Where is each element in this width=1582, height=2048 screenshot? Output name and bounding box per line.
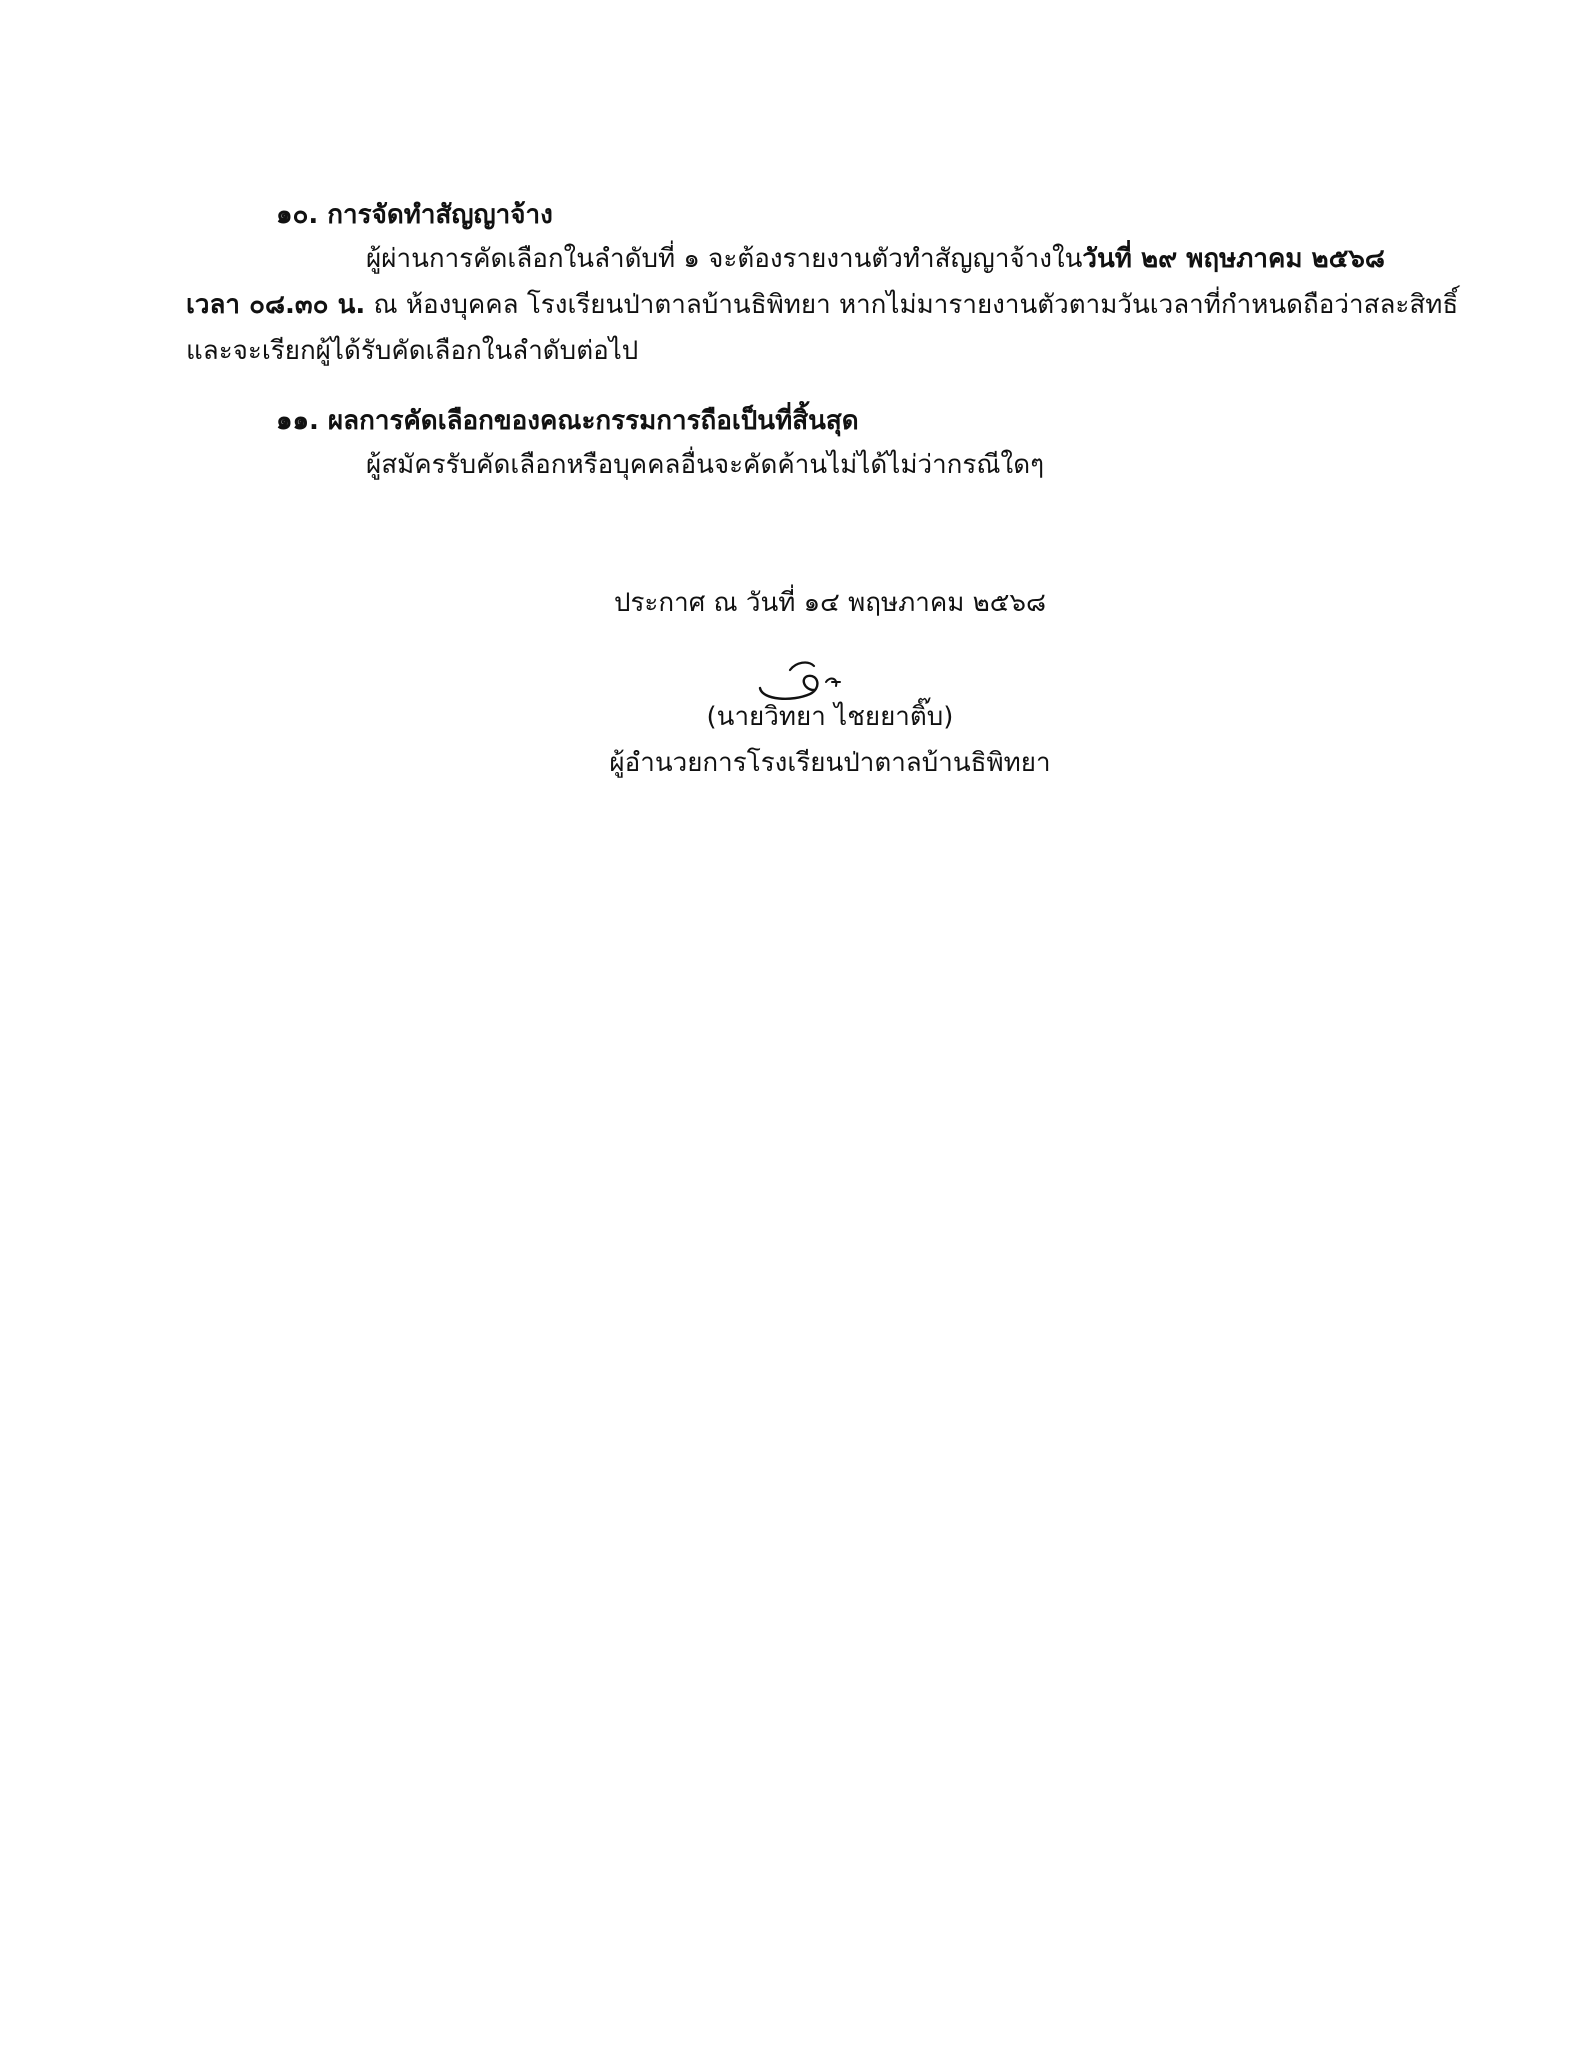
section-10-report-time: เวลา ๐๘.๓๐ น. bbox=[186, 290, 366, 320]
announcement-date: ประกาศ ณ วันที่ ๑๔ พฤษภาคม ๒๕๖๘ bbox=[613, 588, 1047, 618]
section-10-heading: ๑๐. การจัดทำสัญญาจ้าง bbox=[276, 200, 553, 230]
section-10-line-1-text: ผู้ผ่านการคัดเลือกในลำดับที่ ๑ จะต้องรายงานตัวทำสัญญาจ้างใน bbox=[366, 244, 1083, 274]
section-10-line-2-text: ณ ห้องบุคคล โรงเรียนป่าตาลบ้านธิพิทยา หากไม่มารายงานตัวตามวันเวลาที่กำหนดถือว่าสละสิทธิ์ bbox=[365, 290, 1459, 320]
section-10-line-1 bbox=[366, 240, 1385, 278]
section-11-line-1: ผู้สมัครรับคัดเลือกหรือบุคคลอื่นจะคัดค้านไม่ได้ไม่ว่ากรณีใดๆ bbox=[366, 450, 1045, 480]
signatory-position: ผู้อำนวยการโรงเรียนป่าตาลบ้านธิพิทยา bbox=[609, 748, 1051, 778]
signatory-name: (นายวิทยา ไชยยาติ๊บ) bbox=[706, 702, 954, 732]
section-10-line-3: และจะเรียกผู้ได้รับคัดเลือกในลำดับต่อไป bbox=[186, 336, 639, 366]
section-10-report-date: วันที่ ๒๙ พฤษภาคม ๒๕๖๘ bbox=[1082, 244, 1385, 274]
section-10-line-2 bbox=[186, 286, 1458, 324]
section-11-heading: ๑๑. ผลการคัดเลือกของคณะกรรมการถือเป็นที่สิ้นสุด bbox=[276, 406, 859, 436]
